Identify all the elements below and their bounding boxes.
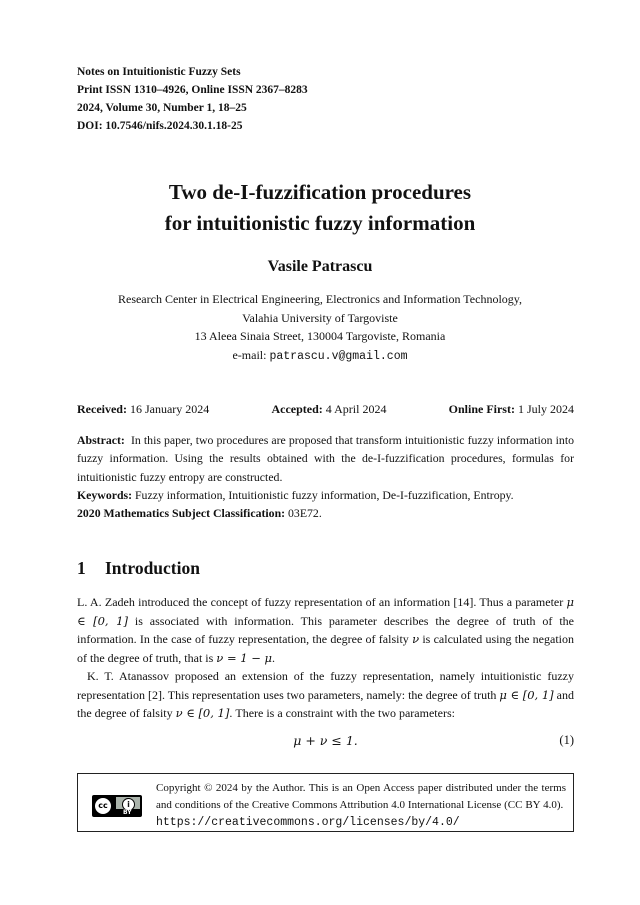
p2-math-1: μ ∈ [0, 1] (499, 687, 554, 702)
p2-text-a: K. T. Atanassov proposed an extension of the fuzzy representation, namely intuitionistic fuzzy representation [2]. This representation uses two parameters, namely: the degree of truth (77, 669, 574, 702)
paper-title (0, 177, 640, 239)
msc-paragraph (77, 504, 574, 522)
keywords-paragraph (77, 486, 574, 504)
license-box (77, 773, 574, 832)
online-label: Online First: (448, 402, 515, 416)
section-heading (77, 558, 200, 579)
journal-doi[interactable]: DOI: 10.7546/nifs.2024.30.1.18-25 (77, 120, 243, 132)
title-line-2: for intuitionistic fuzzy information (164, 211, 476, 235)
abstract-block (77, 431, 574, 522)
journal-header (77, 63, 308, 135)
cc-by-license-icon[interactable] (92, 795, 142, 817)
affiliation-line-2: Valahia University of Targoviste (242, 310, 398, 325)
keywords-label: Keywords: (77, 487, 133, 502)
received-date (77, 402, 209, 417)
license-url[interactable]: https://creativecommons.org/licenses/by/4.0/ (156, 816, 460, 829)
paragraph-2 (77, 667, 574, 723)
keywords-text: Fuzzy information, Intuitionistic fuzzy information, De-I-fuzzification, Entropy. (135, 487, 514, 502)
p1-text-d: . (271, 650, 275, 665)
equation-number: (1) (559, 733, 574, 747)
section-title: Introduction (105, 558, 200, 578)
license-statement: Copyright © 2024 by the Author. This is an Open Access paper distributed under the terms and conditions of the Creative Commons Attribution 4.0 International License (CC BY 4.0). (156, 782, 566, 811)
p2-text-b: and the degree of falsity (77, 687, 575, 720)
journal-issn: Print ISSN 1310–4926, Online ISSN 2367–8283 (77, 84, 308, 96)
p1-text-a: L. A. Zadeh introduced the concept of fuzzy representation of an information [14]. Thus a parameter (77, 595, 567, 609)
received-label: Received: (77, 402, 127, 416)
body-text (77, 593, 574, 723)
p2-math-2: ν ∈ [0, 1] (175, 706, 230, 720)
title-line-1: Two de-I-fuzzification procedures (168, 180, 472, 204)
paragraph-1 (77, 593, 574, 667)
email-link[interactable]: patrascu.v@gmail.com (269, 349, 408, 363)
journal-name: Notes on Intuitionistic Fuzzy Sets (77, 66, 241, 78)
author-name: Vasile Patrascu (267, 258, 373, 275)
abstract-text: In this paper, two procedures are proposed that transform intuitionistic fuzzy information into fuzzy information. Using the results obtained with the de-I-fuzzification procedures, formulas for intuitionistic fuzzy entropy are constructed. (77, 433, 574, 484)
online-first-date (449, 402, 574, 417)
equation-expression: μ + ν ≤ 1. (293, 733, 358, 748)
received-value: 16 January 2024 (129, 402, 210, 416)
by-label: BY (123, 809, 132, 816)
affiliation (0, 290, 640, 366)
p1-math-2: ν (412, 632, 420, 646)
affiliation-line-3: 13 Aleea Sinaia Street, 130004 Targoviste, Romania (194, 329, 446, 343)
accepted-value: 4 April 2024 (325, 402, 387, 416)
journal-volume: 2024, Volume 30, Number 1, 18–25 (77, 102, 247, 114)
section-number: 1 (77, 558, 86, 578)
affiliation-line-1: Research Center in Electrical Engineering, Electronics and Information Technology, (117, 292, 522, 306)
abstract-paragraph (77, 431, 574, 486)
p1-math-1: μ ∈ [0, 1] (77, 595, 574, 628)
p2-text-c: . There is a constraint with the two parameters: (229, 706, 455, 720)
email-line (0, 346, 640, 367)
msc-label: 2020 Mathematics Subject Classification: (77, 506, 286, 521)
p1-text-c: is calculated using the negation of the degree of truth, that is (77, 632, 575, 665)
email-label: e-mail: (232, 347, 267, 362)
online-value: 1 July 2024 (517, 402, 574, 416)
abstract-label: Abstract: (77, 433, 125, 447)
p1-math-3: ν = 1 − μ (216, 650, 272, 665)
attribution-person-icon: i (122, 798, 135, 811)
p1-text-b: is associated with information. This parameter describes the degree of truth of the information. In the case of fuzzy representation, the degree of falsity (77, 613, 574, 646)
cc-logo: cc (95, 798, 111, 814)
accepted-date (271, 402, 386, 417)
msc-text: 03E72. (288, 506, 322, 521)
dates-row (77, 402, 574, 417)
accepted-label: Accepted: (271, 402, 323, 416)
license-text (156, 780, 566, 831)
